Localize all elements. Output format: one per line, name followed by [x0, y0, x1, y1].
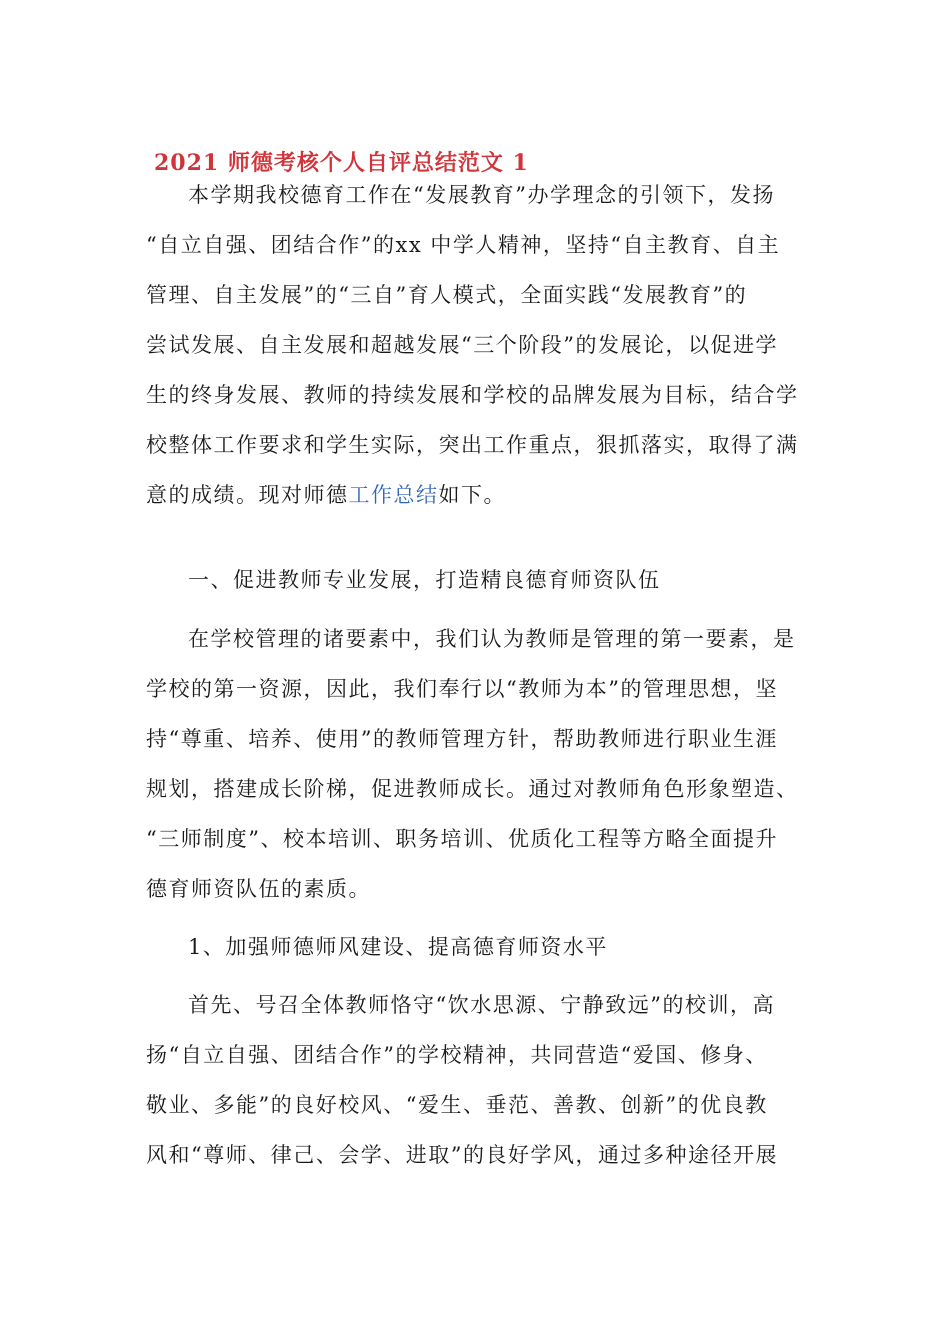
- paragraph-line: 校整体工作要求和学生实际，突出工作重点，狠抓落实，取得了满: [146, 433, 799, 457]
- section-heading-2: [146, 922, 806, 972]
- text-segment: 意的成绩。现对师德: [146, 483, 349, 507]
- work-summary-link[interactable]: 工作总结: [348, 483, 439, 507]
- paragraph-line: 在学校管理的诸要素中，我们认为教师是管理的第一要素，是: [188, 627, 796, 651]
- paragraph-line: 首先、号召全体教师恪守“饮水思源、宁静致远”的校训，高: [188, 993, 775, 1017]
- paragraph-line: 敬业、多能”的良好校风、“爱生、垂范、善教、创新”的优良教: [146, 1093, 768, 1117]
- paragraph-line: 尝试发展、自主发展和超越发展“三个阶段”的发展论，以促进学: [146, 333, 778, 357]
- paragraph-line: 德育师资队伍的素质。: [146, 877, 371, 901]
- paragraph-line: 生的终身发展、教师的持续发展和学校的品牌发展为目标，结合学: [146, 383, 799, 407]
- paragraph-line: 本学期我校德育工作在“发展教育”办学理念的引领下，发扬: [188, 183, 775, 207]
- paragraph-line: 管理、自主发展”的“三自”育人模式，全面实践“发展教育”的: [146, 283, 748, 307]
- paragraph-line: 扬“自立自强、团结合作”的学校精神，共同营造“爱国、修身、: [146, 1043, 768, 1067]
- paragraph-line: 学校的第一资源，因此，我们奉行以“教师为本”的管理思想，坚: [146, 677, 778, 701]
- section-heading-1: [146, 555, 806, 605]
- text-segment: 如下。: [438, 483, 506, 507]
- paragraph-3: [146, 980, 806, 1180]
- paragraph-line: 风和“尊师、律己、会学、进取”的良好学风，通过多种途径开展: [146, 1143, 778, 1167]
- paragraph-line: “三师制度”、校本培训、职务培训、优质化工程等方略全面提升: [146, 827, 778, 851]
- paragraph-1: [146, 170, 806, 520]
- heading-text: 1、加强师德师风建设、提高德育师资水平: [188, 935, 608, 959]
- document-title: 2021 师德考核个人自评总结范文 1: [154, 150, 529, 176]
- paragraph-line-last: [146, 470, 806, 520]
- paragraph-2: [146, 614, 806, 914]
- paragraph-line: “自立自强、团结合作”的xx 中学人精神，坚持“自主教育、自主: [146, 233, 781, 257]
- heading-text: 一、促进教师专业发展，打造精良德育师资队伍: [188, 568, 661, 592]
- paragraph-line: 持“尊重、培养、使用”的教师管理方针，帮助教师进行职业生涯: [146, 727, 778, 751]
- paragraph-line: 规划，搭建成长阶梯，促进教师成长。通过对教师角色形象塑造、: [146, 777, 799, 801]
